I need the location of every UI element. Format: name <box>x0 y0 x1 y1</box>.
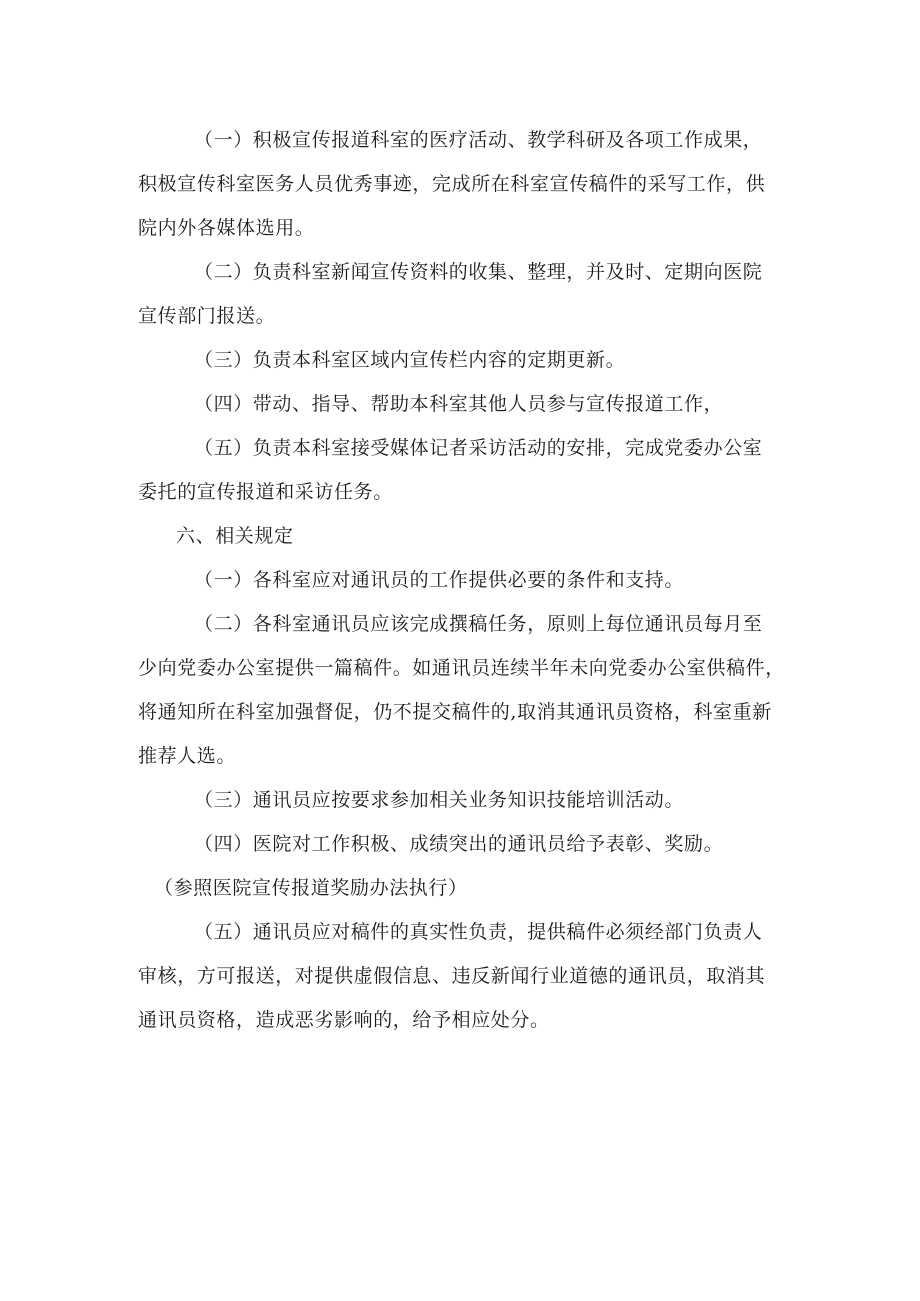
text-line: （五）负责本科室接受媒体记者采访活动的安排，完成党委办公室 <box>194 437 763 459</box>
text-line: 少向党委办公室提供一篇稿件。如通讯员连续半年未向党委办公室供稿件， <box>138 657 785 679</box>
text-line: 积极宣传科室医务人员优秀事迹，完成所在科室宣传稿件的采写工作，供 <box>138 173 766 195</box>
text-line: （二）各科室通讯员应该完成撰稿任务，原则上每位通讯员每月至 <box>194 613 763 635</box>
section-heading: 六、相关规定 <box>176 525 294 547</box>
text-line: （三）负责本科室区域内宣传栏内容的定期更新。 <box>194 349 626 371</box>
text-line: （四）医院对工作积极、成绩突出的通讯员给予表彰、奖励。 <box>194 833 724 855</box>
text-line: （三）通讯员应按要求参加相关业务知识技能培训活动。 <box>194 789 685 811</box>
text-line: 推荐人选。 <box>138 745 237 767</box>
text-line: （五）通讯员应对稿件的真实性负责，提供稿件必须经部门负责人 <box>194 921 763 943</box>
text-line: （参照医院宣传报道奖励办法执行） <box>154 877 468 899</box>
paragraph-5-1 <box>138 118 788 250</box>
paragraph-6-2 <box>138 602 788 778</box>
text-line: （一）积极宣传报道科室的医疗活动、教学科研及各项工作成果， <box>194 129 763 151</box>
text-line: 通讯员资格，造成恶劣影响的，给予相应处分。 <box>138 1009 550 1031</box>
paragraph-5-2 <box>138 250 788 338</box>
text-line: 委托的宣传报道和采访任务。 <box>138 481 393 503</box>
paragraph-6-5 <box>138 910 788 1042</box>
text-line: 将通知所在科室加强督促，仍不提交稿件的,取消其通讯员资格，科室重新 <box>138 701 772 723</box>
document-page <box>138 118 788 1042</box>
paragraph-5-4 <box>138 382 788 426</box>
text-line: （二）负责科室新闻宣传资料的收集、整理，并及时、定期向医院 <box>194 261 763 283</box>
paragraph-6-4 <box>138 822 788 910</box>
text-line: （一）各科室应对通讯员的工作提供必要的条件和支持。 <box>194 569 685 591</box>
paragraph-6-3 <box>138 778 788 822</box>
text-line: 院内外各媒体选用。 <box>138 217 315 239</box>
text-line: （四）带动、指导、帮助本科室其他人员参与宣传报道工作， <box>194 393 724 415</box>
text-line: 宣传部门报送。 <box>138 305 276 327</box>
paragraph-5-3 <box>138 338 788 382</box>
text-line: 审核，方可报送，对提供虚假信息、违反新闻行业道德的通讯员，取消其 <box>138 965 766 987</box>
paragraph-5-5 <box>138 426 788 514</box>
paragraph-6-1 <box>138 558 788 602</box>
